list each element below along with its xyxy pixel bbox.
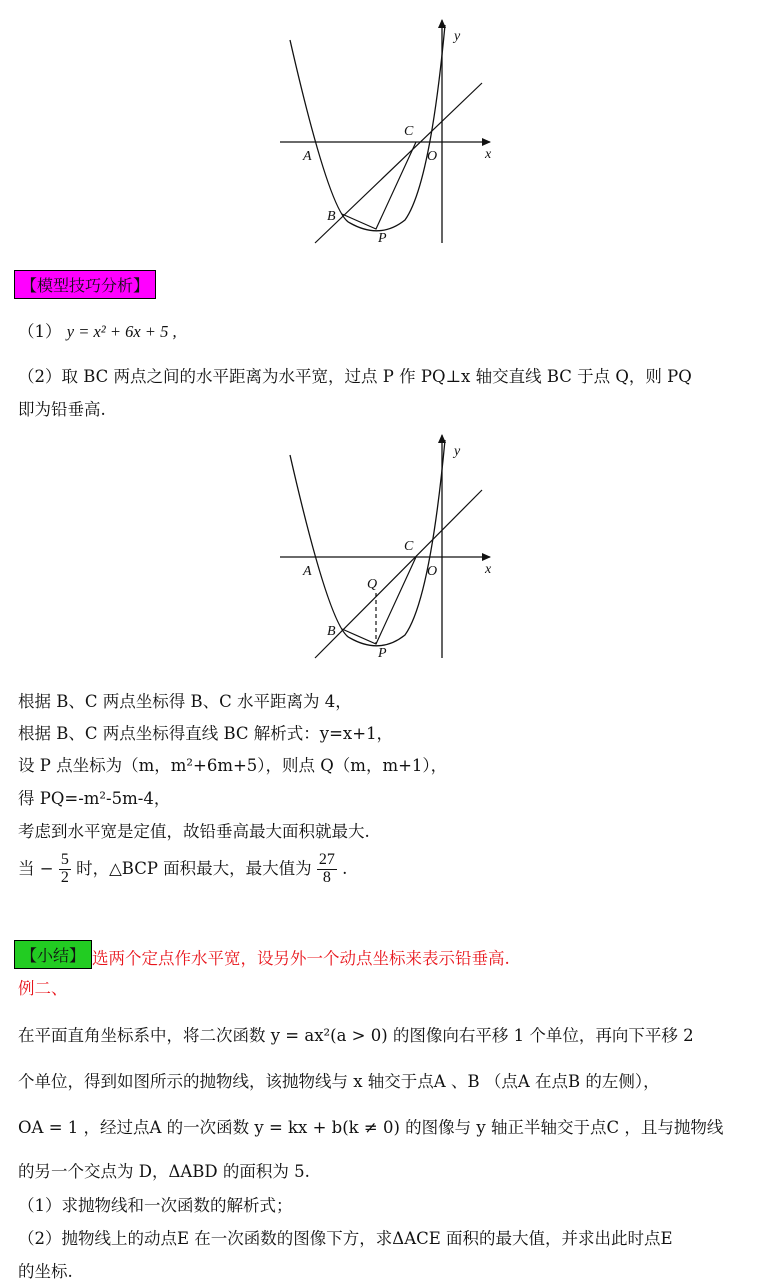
example2-heading: 例二、: [18, 979, 68, 998]
label-c: C: [404, 539, 414, 554]
label-q: Q: [367, 577, 378, 592]
solution-line-3: 设 P 点坐标为（m，m²+6m+5），则点 Q（m，m+1），: [18, 756, 448, 775]
label-a: A: [303, 149, 312, 164]
solution-line-2: 根据 B、C 两点坐标得直线 BC 解析式：y=x+1，: [18, 724, 394, 743]
label-p: P: [378, 646, 387, 661]
label-b: B: [327, 209, 336, 224]
analysis-tag: 【模型技巧分析】: [14, 270, 156, 299]
label-c: C: [404, 124, 414, 139]
figure-2: [270, 430, 510, 665]
summary-text: 选两个定点作水平宽，设另外一个动点坐标来表示铅垂高.: [92, 949, 510, 968]
solution-line-1: 根据 B、C 两点坐标得 B、C 水平距离为 4，: [18, 692, 352, 711]
item1-prefix: （1）: [18, 322, 62, 341]
label-o: O: [427, 149, 438, 164]
example2-paragraph-line-4: 的另一个交点为 D，ΔABD 的面积为 5.: [18, 1162, 310, 1181]
frac1-numerator: 5: [60, 851, 69, 868]
line6-middle: 时，△BCP 面积最大，最大值为: [76, 858, 312, 878]
analysis-item-1: [18, 318, 177, 342]
fraction-5-2: [59, 852, 71, 887]
label-p: P: [378, 231, 387, 246]
solution-line-6: [18, 852, 347, 887]
example2-question-3: 的坐标.: [18, 1262, 73, 1281]
label-x: x: [485, 147, 492, 162]
line6-sign: −: [39, 858, 54, 878]
example2-paragraph-line-1: 在平面直角坐标系中，将二次函数 y = ax²(a > 0) 的图像向右平移 1 个单位，再向下平移 2: [18, 1026, 694, 1045]
example2-question-1: （1）求抛物线和一次函数的解析式；: [18, 1196, 293, 1215]
line-bc: [315, 490, 482, 658]
summary-tag: 【小结】: [14, 940, 92, 969]
analysis-item-2-line-2: 即为铅垂高.: [18, 400, 106, 419]
fraction-27-8: [317, 852, 337, 887]
solution-line-4: 得 PQ=-m²-5m-4，: [18, 789, 171, 808]
line-bc: [315, 83, 482, 243]
frac1-denominator: 2: [60, 868, 69, 886]
figure-1: [270, 15, 510, 250]
parabola: [290, 440, 445, 646]
example2-paragraph-line-2: 个单位，得到如图所示的抛物线，该抛物线与 x 轴交于点A 、B （点A 在点B 的左侧），: [18, 1072, 660, 1091]
solution-line-5: 考虑到水平宽是定值，故铅垂高最大面积就最大.: [18, 822, 370, 841]
label-y: y: [454, 444, 461, 459]
label-b: B: [327, 624, 336, 639]
triangle-bcp: [342, 142, 416, 229]
frac2-denominator: 8: [322, 868, 331, 886]
label-x: x: [485, 562, 492, 577]
label-a: A: [303, 564, 312, 579]
example2-question-2: （2）抛物线上的动点E 在一次函数的图像下方，求ΔACE 面积的最大值，并求出此时点E: [18, 1229, 673, 1248]
label-y: y: [454, 29, 461, 44]
frac2-numerator: 27: [318, 851, 335, 868]
example2-paragraph-line-3: OA = 1 ，经过点A 的一次函数 y = kx + b(k ≠ 0) 的图像与 y 轴正半轴交于点C ，且与抛物线: [18, 1118, 724, 1137]
item1-formula: y = x² + 6x + 5 ,: [66, 322, 177, 341]
line6-end: .: [342, 858, 348, 878]
label-o: O: [427, 564, 438, 579]
parabola: [290, 25, 445, 231]
line6-prefix: 当: [18, 858, 35, 878]
triangle-bcp: [342, 557, 416, 644]
analysis-item-2-line-1: （2）取 BC 两点之间的水平距离为水平宽，过点 P 作 PQ⊥x 轴交直线 BC 于点 Q，则 PQ: [18, 367, 692, 386]
